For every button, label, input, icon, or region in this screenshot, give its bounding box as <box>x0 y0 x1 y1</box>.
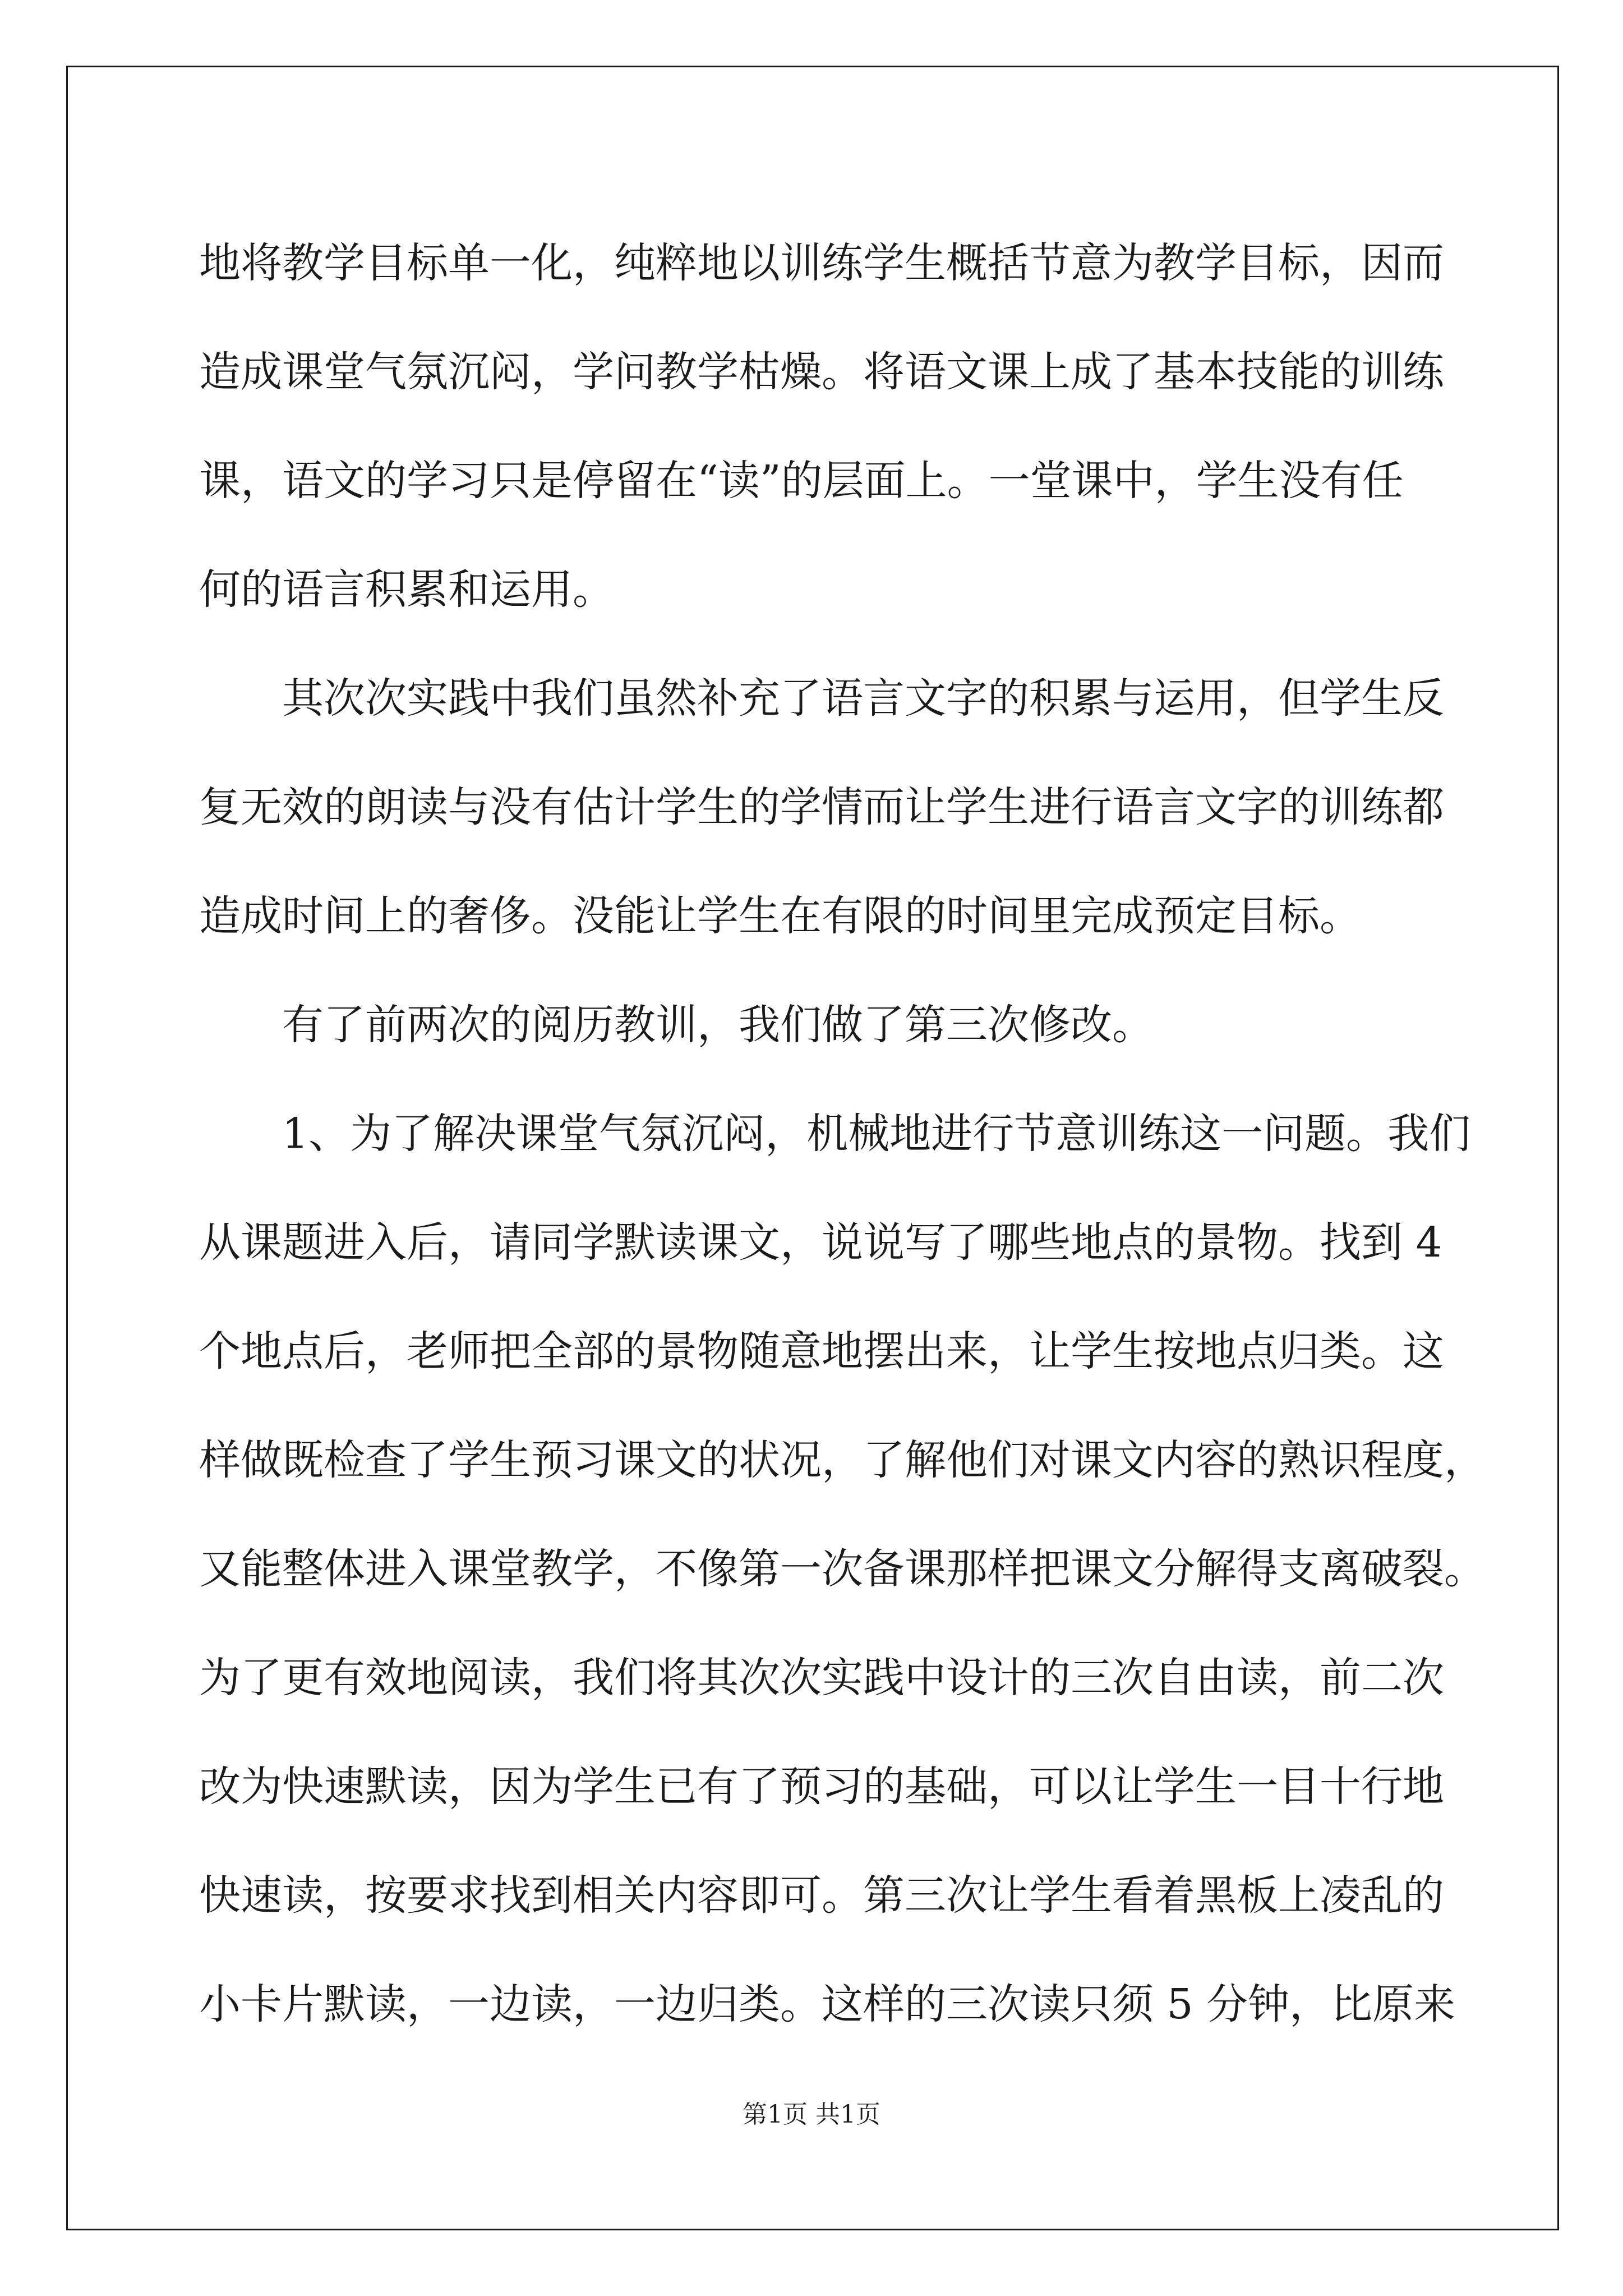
text-line-13: 又能整体进入课堂教学，不像第一次备课那样把课文分解得支离破裂。 <box>199 1545 1486 1593</box>
text-line-14: 为了更有效地阅读，我们将其次次实践中设计的三次自由读，前二次 <box>199 1654 1444 1702</box>
text-line-3: 课，语文的学习只是停留在“读”的层面上。一堂课中，学生没有任 <box>199 457 1404 505</box>
text-line-1: 地将教学目标单一化，纯粹地以训练学生概括节意为教学目标，因而 <box>199 239 1444 287</box>
text-line-11: 个地点后，老师把全部的景物随意地摆出来，让学生按地点归类。这 <box>199 1327 1444 1375</box>
text-line-12: 样做既检查了学生预习课文的状况，了解他们对课文内容的熟识程度， <box>199 1436 1486 1484</box>
text-line-10: 从课题进入后，请同学默读课文，说说写了哪些地点的景物。找到 4 <box>199 1218 1442 1267</box>
text-line-17: 小卡片默读，一边读，一边归类。这样的三次读只须 5 分钟，比原来 <box>199 1980 1456 2028</box>
page-footer: 第1页 共1页 <box>743 2100 880 2129</box>
text-line-16: 快速读，按要求找到相关内容即可。第三次让学生看着黑板上凌乱的 <box>199 1871 1444 1920</box>
text-line-9: 1、为了解决课堂气氛沉闷，机械地进行节意训练这一问题。我们 <box>282 1110 1471 1158</box>
text-line-15: 改为快速默读，因为学生已有了预习的基础，可以让学生一目十行地 <box>199 1763 1444 1811</box>
text-line-2: 造成课堂气氛沉闷，学问教学枯燥。将语文课上成了基本技能的训练 <box>199 348 1444 396</box>
text-line-5: 其次次实践中我们虽然补充了语言文字的积累与运用，但学生反 <box>282 674 1444 723</box>
text-line-7: 造成时间上的奢侈。没能让学生在有限的时间里完成预定目标。 <box>199 892 1361 940</box>
text-line-8: 有了前两次的阅历教训，我们做了第三次修改。 <box>282 1001 1154 1049</box>
text-line-6: 复无效的朗读与没有估计学生的学情而让学生进行语言文字的训练都 <box>199 783 1444 831</box>
text-line-4: 何的语言积累和运用。 <box>199 565 614 614</box>
document-body <box>199 209 1486 2059</box>
